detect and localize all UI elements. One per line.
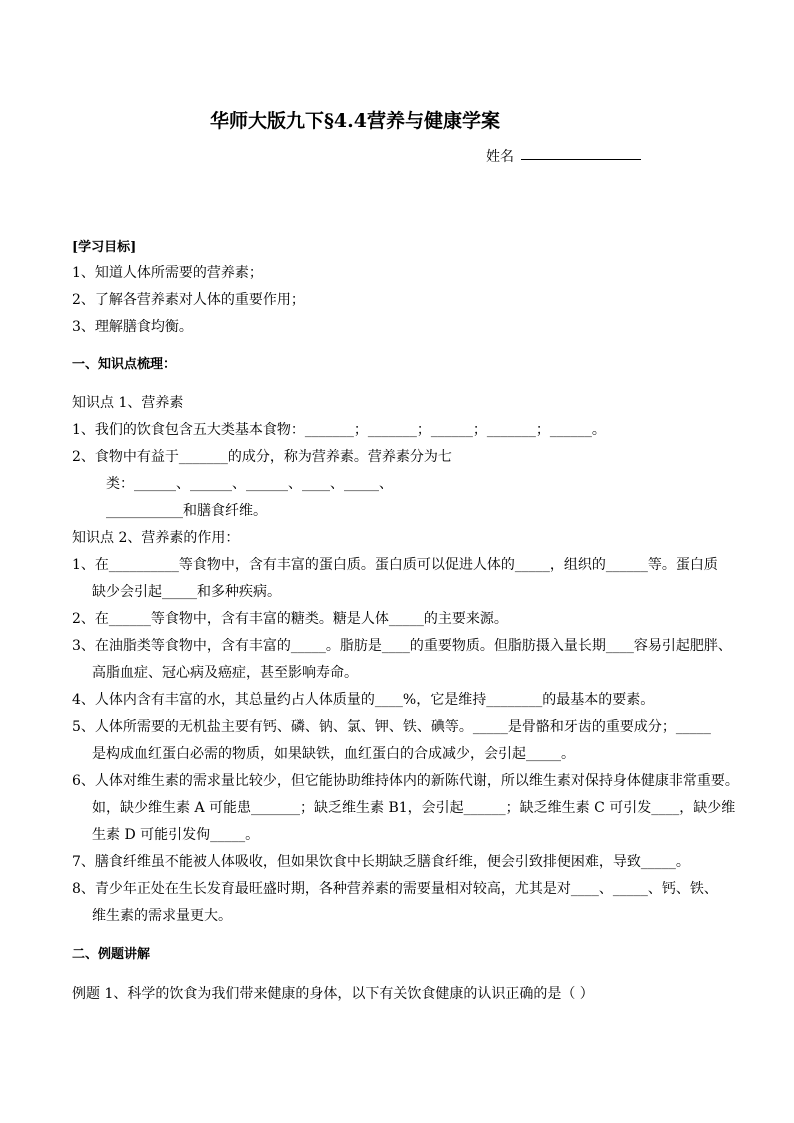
kp1-line: 2、食物中有益于_______的成分，称为营养素。营养素分为七	[72, 449, 452, 465]
kp2-line: 5、人体所需要的无机盐主要有钙、磷、钠、氯、钾、铁、碘等。_____是骨骼和牙齿的重要成分；_____	[72, 719, 711, 735]
kp2-line: 缺少会引起_____和多种疾病。	[92, 584, 281, 600]
objective-item: 2、了解各营养素对人体的重要作用；	[72, 292, 305, 308]
section2-heading: 二、例题讲解	[72, 947, 151, 962]
kp1-line: 类：______、______、______、____、_____、	[106, 476, 393, 492]
objective-item: 1、知道人体所需要的营养素；	[72, 265, 263, 281]
kp2-line: 7、膳食纤维虽不能被人体吸收，但如果饮食中长期缺乏膳食纤维，便会引致排便困难，导致_____。	[72, 854, 690, 870]
kp2-line: 高脂血症、冠心病及癌症，甚至影响寿命。	[92, 665, 358, 681]
kp2-line: 维生素的需求量更大。	[92, 908, 232, 924]
kp2-line: 如，缺少维生素 A 可能患_______；缺乏维生素 B1，会引起______；缺乏维生素 C 可引发____，缺少维	[92, 800, 736, 816]
example-question: 例题 1、科学的饮食为我们带来健康的身体，以下有关饮食健康的认识正确的是（ ）	[72, 986, 594, 1002]
objectives-heading: [学习目标]	[72, 240, 137, 255]
kp2-line: 是构成血红蛋白必需的物质，如果缺铁，血红蛋白的合成减少，会引起_____。	[92, 746, 575, 762]
name-blank-line	[521, 159, 641, 160]
kp1-line: 1、我们的饮食包含五大类基本食物：_______；_______；______；_______；______。	[72, 422, 606, 438]
kp2-line: 2、在______等食物中，含有丰富的糖类。糖是人体_____的主要来源。	[72, 611, 508, 627]
kp2-line: 4、人体内含有丰富的水，其总量约占人体质量的____%，它是维持________的最基本的要素。	[72, 692, 655, 708]
kp2-line: 6、人体对维生素的需求量比较少，但它能协助维持体内的新陈代谢，所以维生素对保持身体健康非常重要。	[72, 773, 739, 789]
kp2-title: 知识点 2、营养素的作用：	[72, 530, 240, 546]
kp2-line: 3、在油脂类等食物中，含有丰富的_____。脂肪是____的重要物质。但脂肪摄入量长期____容易引起肥胖、	[72, 638, 732, 654]
objective-item: 3、理解膳食均衡。	[72, 319, 193, 335]
kp1-title: 知识点 1、营养素	[72, 395, 184, 411]
name-label: 姓名	[486, 149, 514, 165]
section1-heading: 一、知识点梳理：	[72, 357, 177, 372]
kp1-line: ___________和膳食纤维。	[106, 503, 267, 519]
kp2-line: 1、在__________等食物中，含有丰富的蛋白质。蛋白质可以促进人体的_____，组织的______等。蛋白质	[72, 557, 718, 573]
kp2-line: 8、青少年正处在生长发育最旺盛时期，各种营养素的需要量相对较高，尤其是对____、_____、钙、铁、	[72, 881, 718, 897]
page-title: 华师大版九下§4.4营养与健康学案	[210, 110, 500, 132]
kp2-line: 生素 D 可能引发佝_____。	[92, 827, 260, 843]
